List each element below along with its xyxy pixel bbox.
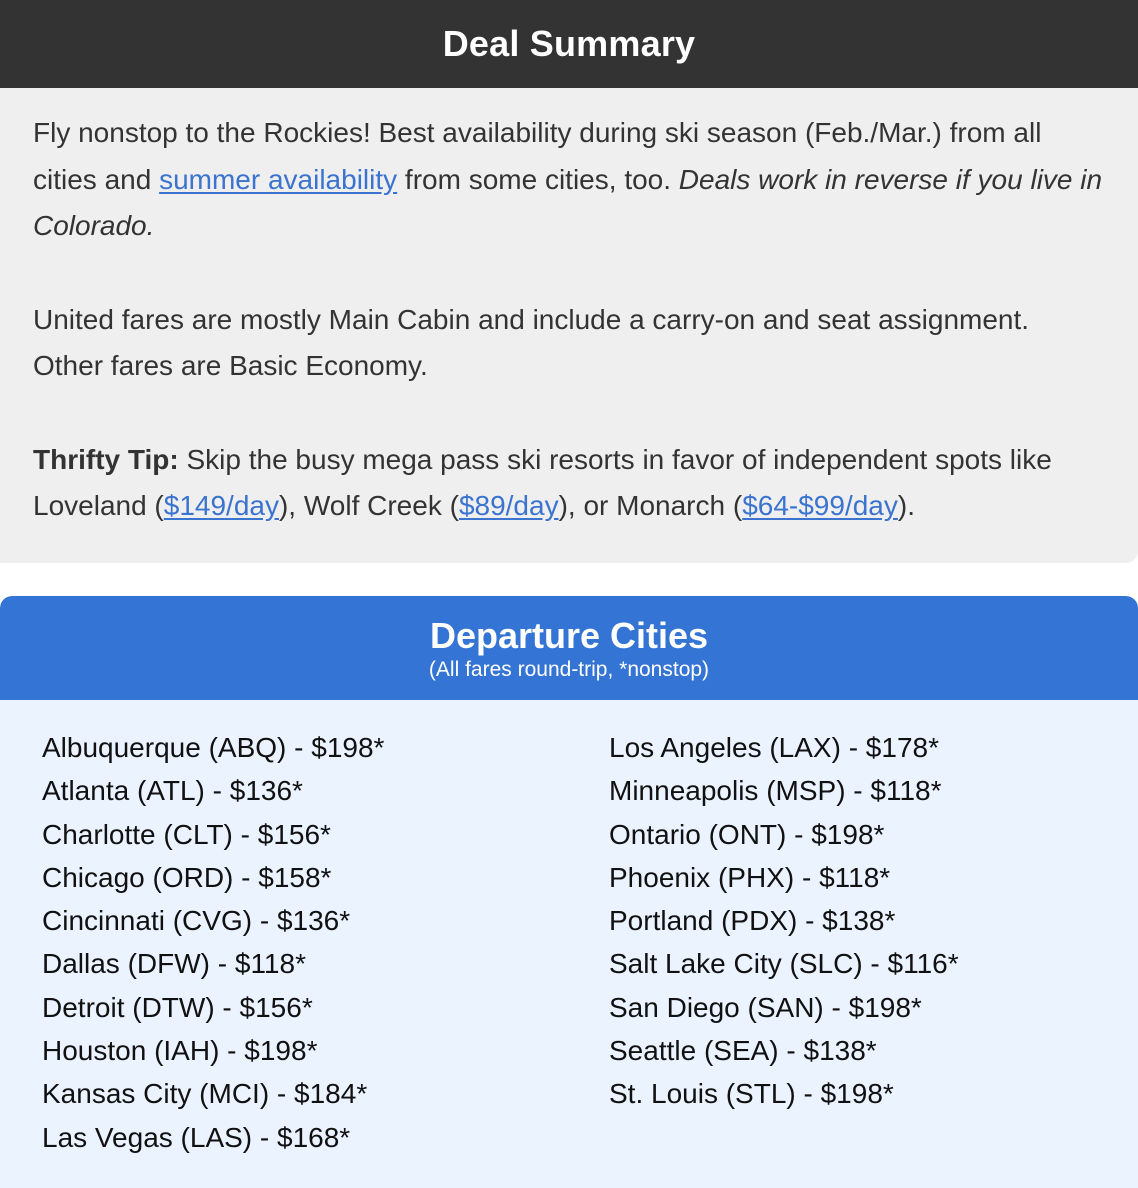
departure-cities-header	[0, 596, 1138, 700]
list-item: Phoenix (PHX) - $118*	[609, 861, 891, 893]
deal-summary-body	[0, 88, 1138, 530]
list-item: Seattle (SEA) - $138*	[609, 1035, 877, 1067]
intro-text-continued: from some cities, too.	[397, 163, 679, 195]
monarch-price-link[interactable]: $64-$99/day	[742, 490, 898, 521]
list-item: San Diego (SAN) - $198*	[609, 991, 922, 1023]
list-item: Charlotte (CLT) - $156*	[42, 818, 331, 850]
list-item: Dallas (DFW) - $118*	[42, 948, 306, 980]
list-item: St. Louis (STL) - $198*	[609, 1078, 894, 1110]
tip-text: Skip the busy mega pass ski resorts in favor of independent spots like Loveland (	[33, 443, 1052, 521]
departure-cities-card	[0, 596, 1138, 1188]
reverse-deal-note: Deals work in reverse if you live in Colorado.	[33, 163, 1103, 241]
summary-paragraph-fares: United fares are mostly Main Cabin and include a carry-on and seat assignment. Other fares are Basic Economy.	[33, 303, 1030, 381]
departure-cities-title: Departure Cities	[429, 615, 709, 656]
summary-paragraph-intro	[33, 110, 1106, 250]
list-item: Minneapolis (MSP) - $118*	[609, 775, 942, 807]
list-item: Houston (IAH) - $198*	[42, 1035, 318, 1067]
list-item: Cincinnati (CVG) - $136*	[42, 905, 351, 937]
city-list-left	[42, 726, 384, 1159]
tip-text-3: ), or Monarch (	[558, 490, 743, 521]
list-item: Las Vegas (LAS) - $168*	[42, 1121, 351, 1153]
list-item: Chicago (ORD) - $158*	[42, 861, 332, 893]
intro-text: Fly nonstop to the Rockies! Best availability during ski season (Feb./Mar.) from all cities and	[33, 117, 1042, 195]
wolf-creek-price-link[interactable]: $89/day	[458, 490, 559, 521]
list-item: Albuquerque (ABQ) - $198*	[42, 732, 385, 763]
list-item: Ontario (ONT) - $198*	[609, 818, 885, 850]
list-item: Atlanta (ATL) - $136*	[42, 775, 303, 807]
departure-cities-subtitle: (All fares round-trip, *nonstop)	[428, 658, 710, 681]
list-item: Salt Lake City (SLC) - $116*	[609, 948, 959, 980]
list-item: Portland (PDX) - $138*	[609, 905, 896, 937]
summer-availability-link[interactable]: summer availability	[159, 163, 398, 195]
loveland-price-link[interactable]: $149/day	[163, 490, 279, 521]
list-item: Detroit (DTW) - $156*	[42, 991, 313, 1023]
deal-summary-card	[0, 0, 1138, 563]
summary-paragraph-tip	[33, 437, 1106, 530]
list-item: Kansas City (MCI) - $184*	[42, 1078, 368, 1110]
thrifty-tip-label: Thrifty Tip:	[33, 443, 179, 475]
list-item: Los Angeles (LAX) - $178*	[609, 732, 939, 763]
deal-summary-title: Deal Summary	[0, 0, 1138, 88]
city-list-right	[609, 726, 959, 1116]
tip-text-2: ), Wolf Creek (	[278, 490, 459, 521]
tip-text-4: ).	[897, 490, 915, 521]
